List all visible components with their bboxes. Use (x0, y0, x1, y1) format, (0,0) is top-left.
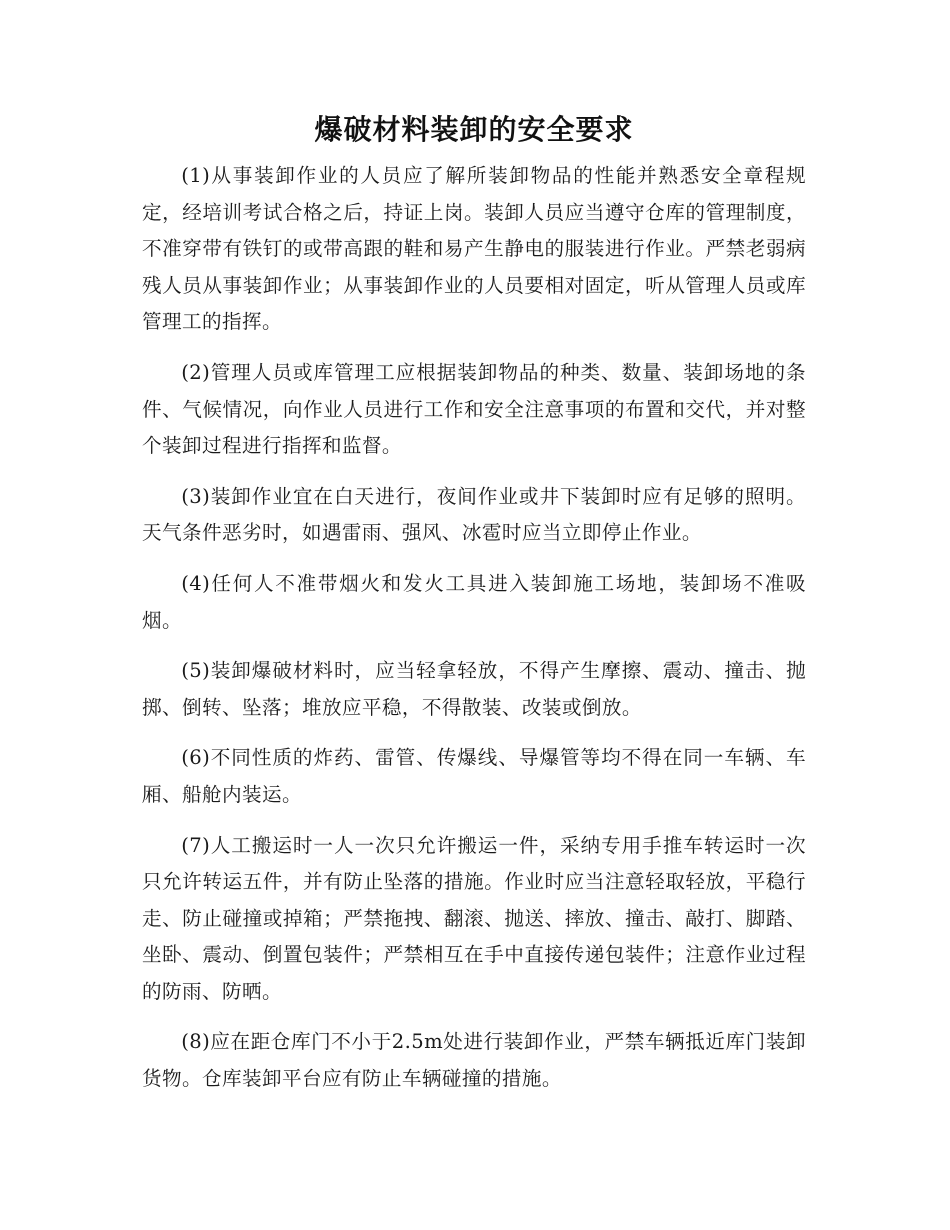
paragraph-7: (7)人工搬运时一人一次只允许搬运一件，采纳专用手推车转运时一次只允许转运五件，并有防止坠落的措施。作业时应当注意轻取轻放，平稳行走、防止碰撞或掉箱；严禁拖拽、翻滚、抛送、摔放、撞击、敲打、脚踏、坐卧、震动、倒置包装件；严禁相互在手中直接传递包装件；注意作业过程的防雨、防晒。 (142, 833, 806, 1003)
paragraph-3: (3)装卸作业宜在白天进行，夜间作业或井下装卸时应有足够的照明。天气条件恶劣时，如遇雷雨、强风、冰雹时应当立即停止作业。 (142, 484, 806, 545)
paragraph-4: (4)任何人不准带烟火和发火工具进入装卸施工场地，装卸场不准吸烟。 (142, 571, 806, 632)
paragraph-8: (8)应在距仓库门不小于2.5m处进行装卸作业，严禁车辆抵近库门装卸货物。仓库装卸平台应有防止车辆碰撞的措施。 (142, 1030, 806, 1091)
paragraph-6: (6)不同性质的炸药、雷管、传爆线、导爆管等均不得在同一车辆、车厢、船舱内装运。 (142, 746, 806, 806)
document-title: 爆破材料装卸的安全要求 (314, 113, 634, 146)
paragraph-5: (5)装卸爆破材料时，应当轻拿轻放，不得产生摩擦、震动、撞击、抛掷、倒转、坠落；堆放应平稳，不得散装、改装或倒放。 (142, 659, 806, 719)
paragraph-1: (1)从事装卸作业的人员应了解所装卸物品的性能并熟悉安全章程规定，经培训考试合格之后，持证上岗。装卸人员应当遵守仓库的管理制度，不准穿带有铁钉的或带高跟的鞋和易产生静电的服装进行作业。严禁老弱病残人员从事装卸作业；从事装卸作业的人员要相对固定，听从管理人员或库管理工的指挥。 (142, 164, 806, 334)
paragraph-2: (2)管理人员或库管理工应根据装卸物品的种类、数量、装卸场地的条件、气候情况，向作业人员进行工作和安全注意事项的布置和交代，并对整个装卸过程进行指挥和监督。 (142, 360, 806, 458)
document-page (142, 0, 806, 1098)
